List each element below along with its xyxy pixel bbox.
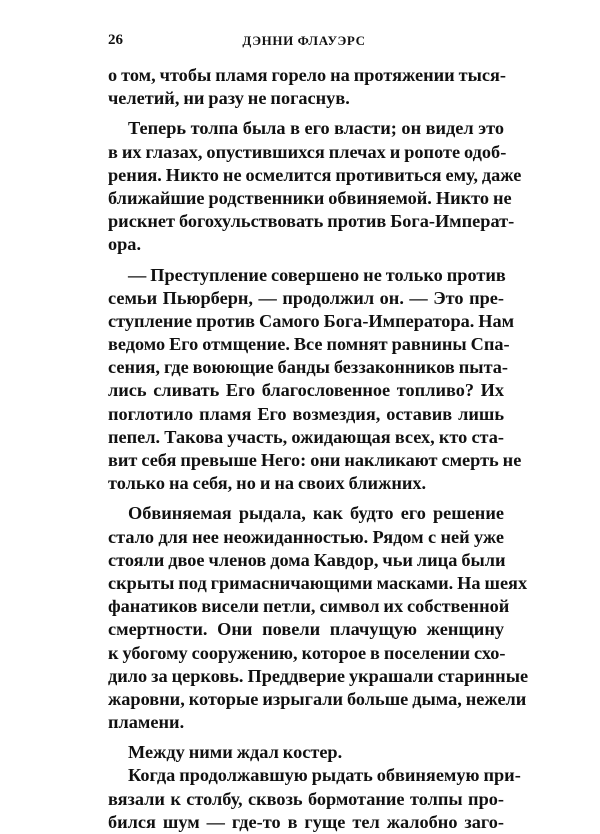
- text-line: Теперь толпа была в его власти; он видел это: [128, 118, 504, 139]
- paragraph: [108, 764, 521, 834]
- text-line: дило за церковь. Преддверие украшали старинные: [108, 665, 529, 686]
- text-line: к убогому сооружению, которое в поселении схо-: [108, 642, 506, 663]
- text-line: жаровни, которые изрыгали больше дыма, нежели: [108, 688, 527, 709]
- text-line: о том, чтобы пламя горело на протяжении тыся-: [108, 65, 507, 85]
- text-line: стояли двое членов дома Кавдор, чьи лица были: [108, 549, 506, 570]
- paragraph: [108, 502, 529, 734]
- paragraph: [108, 117, 522, 256]
- paragraph: [108, 64, 507, 110]
- text-line: ведомо Его отмщение. Все помнят равнины Спа-: [108, 334, 510, 355]
- text-line: — Преступление совершено не только против: [128, 264, 506, 285]
- running-head-author: ДЭННИ ФЛАУЭРС: [242, 33, 366, 48]
- text-line: рения. Никто не осмелится противиться ему, даже: [108, 164, 522, 185]
- text-line: смертности. Они повели плачущую женщину: [108, 619, 504, 640]
- text-line: фанатиков висели петли, символ их собственной: [108, 596, 510, 617]
- text-line: семьи Пьюрберн, — продолжил он. — Это пре-: [108, 287, 504, 308]
- text-line: вит себя превыше Него: они накликают смерть не: [108, 450, 522, 470]
- text-line: челетий, ни разу не погаснув.: [108, 88, 350, 109]
- text-line: Когда продолжавшую рыдать обвиняемую при-: [128, 765, 521, 786]
- text-line: лись сливать Его благословенное топливо? Их: [108, 380, 504, 401]
- text-line: пламени.: [108, 712, 185, 733]
- text-line: только на себя, но и на своих ближних.: [108, 473, 427, 494]
- text-line: Между ними ждал костер.: [128, 742, 343, 763]
- text-line: сения, где воюющие банды беззаконников пыта-: [108, 357, 509, 378]
- text-line: пепел. Такова участь, ожидающая всех, кто ста-: [108, 426, 504, 447]
- text-line: ближайшие родственники обвиняемой. Никто не: [108, 187, 512, 208]
- text-line: рискнет богохульствовать против Бога-Императ-: [108, 211, 515, 232]
- text-line: Обвиняемая рыдала, как будто его решение: [128, 503, 504, 524]
- text-line: бился шум — где-то в гуще тел жалобно заго-: [108, 811, 504, 832]
- paragraph: [108, 264, 522, 496]
- text-line: стало для нее неожиданностью. Рядом с ней уже: [108, 526, 504, 547]
- text-line: вязали к столбу, сквозь бормотание толпы про-: [108, 788, 504, 809]
- text-line: в их глазах, опустившихся плечах и ропоте одоб-: [108, 141, 507, 162]
- body-text: [108, 64, 529, 834]
- page-number: 26: [108, 32, 123, 48]
- text-line: поглотило пламя Его возмездия, оставив лишь: [108, 403, 504, 424]
- text-line: ора.: [108, 234, 142, 255]
- running-head: [108, 32, 500, 52]
- paragraph: [108, 741, 504, 764]
- text-line: скрыты под гримасничающими масками. На шеях: [108, 572, 528, 593]
- text-line: ступление против Самого Бога-Императора. Нам: [108, 310, 515, 331]
